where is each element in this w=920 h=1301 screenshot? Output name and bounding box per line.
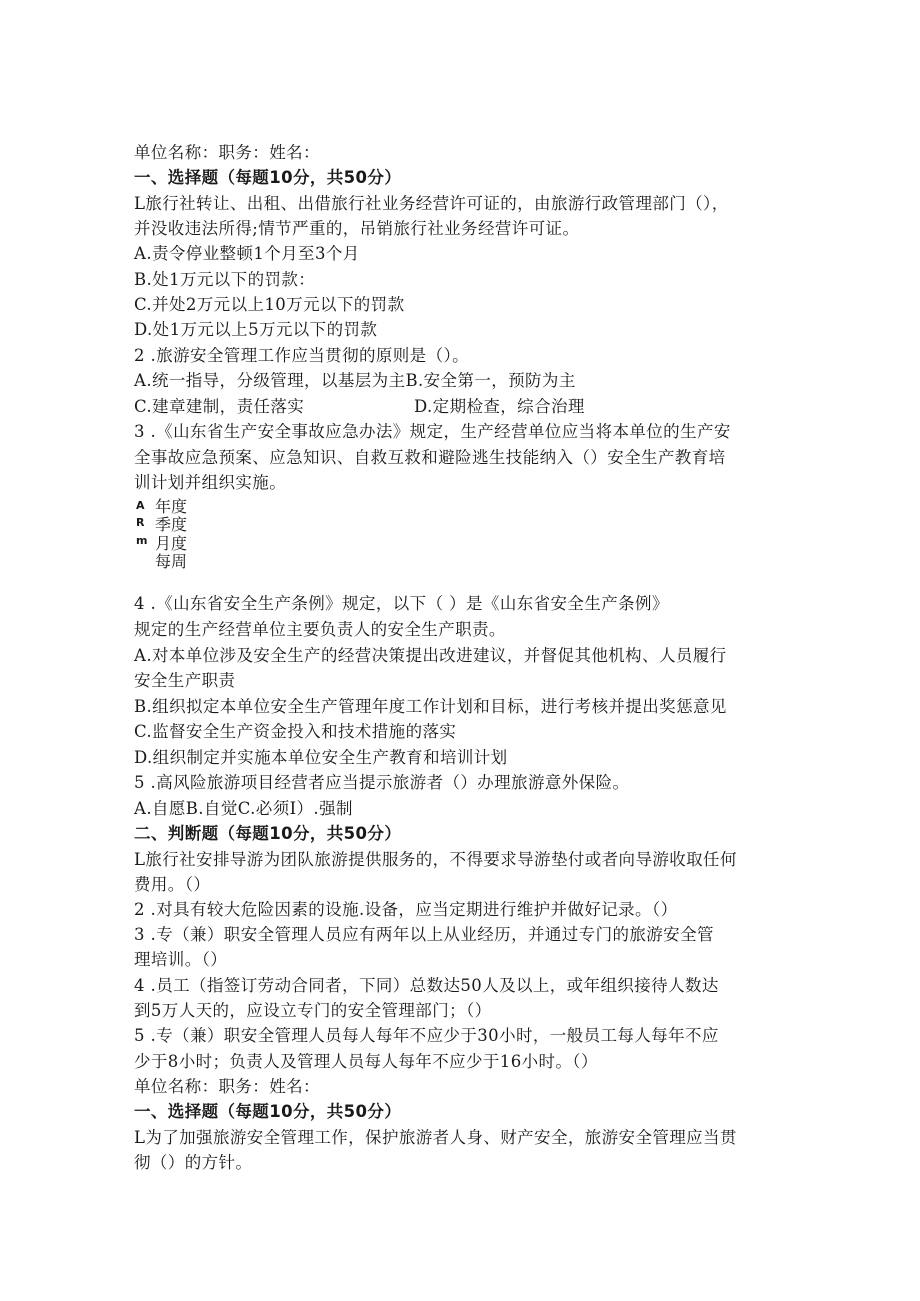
question-next-1-text: L为了加强旅游安全管理工作，保护旅游者人身、财产安全，旅游安全管理应当贯 (134, 1128, 737, 1147)
question-5-text: 5 .高风险旅游项目经营者应当提示旅游者（）办理旅游意外保险。 (134, 773, 630, 792)
header-info-2: 单位名称：职务：姓名： (134, 1077, 320, 1096)
question-4-text: 4 .《山东省安全生产条例》规定，以下（ ）是《山东省安全生产条例》 (134, 594, 669, 613)
option-mark-a: A (136, 499, 145, 512)
question-2-options-ab: A.统一指导，分级管理，以基层为主B.安全第一，预防为主 (134, 371, 576, 390)
question-1-text: L旅行社转让、出租、出借旅行社业务经营许可证的，由旅游行政管理部门（）， (134, 194, 729, 213)
judgement-3-text-cont: 理培训。（） (134, 950, 228, 969)
judgement-4-text: 4 .员工（指签订劳动合同者，下同）总数达50人及以上，或年组织接待人数达 (134, 976, 719, 995)
question-3-option-4: 每周 (155, 552, 188, 571)
judgement-5-text: 5 .专（兼）职安全管理人员每人每年不应少于30小时，一般员工每人每年不应 (134, 1026, 719, 1045)
question-1-option-a: A.责令停业整顿1个月至3个月 (134, 244, 360, 263)
question-3-text-cont: 全事故应急预案、应急知识、自救互救和避险逃生技能纳入（）安全生产教育培 (134, 448, 726, 467)
question-4-option-d: D.组织制定并实施本单位安全生产教育和培训计划 (134, 748, 508, 767)
question-5-options: A.自愿B.自觉C.必须I）.强制 (134, 799, 353, 818)
section-title-judgement: 二、判断题（每题10分，共50分） (134, 824, 402, 843)
question-2-text: 2 .旅游安全管理工作应当贯彻的原则是（）。 (134, 346, 470, 365)
header-info: 单位名称：职务：姓名： (134, 143, 320, 162)
judgement-1-text-cont: 费用。（） (134, 875, 211, 894)
judgement-3-text: 3 .专（兼）职安全管理人员应有两年以上从业经历，并通过专门的旅游安全管 (134, 925, 714, 944)
option-mark-m: m (136, 534, 148, 547)
question-2-option-c: C.建章建制，责任落实 (134, 397, 305, 416)
judgement-4-text-cont: 到5万人天的，应设立专门的安全管理部门；（） (134, 1001, 492, 1020)
question-4-option-b: B.组织拟定本单位安全生产管理年度工作计划和目标，进行考核并提出奖惩意见 (134, 697, 727, 716)
question-3-text: 3 .《山东省生产安全事故应急办法》规定，生产经营单位应当将本单位的生产安 (134, 422, 731, 441)
section-title-choice-2: 一、选择题（每题10分，共50分） (134, 1102, 402, 1121)
question-1-option-b: B.处1万元以下的罚款： (134, 270, 316, 289)
question-1-option-d: D.处1万元以上5万元以下的罚款 (134, 320, 378, 339)
question-1-text-cont: 并没收违法所得;情节严重的，吊销旅行社业务经营许可证。 (134, 219, 580, 238)
question-4-option-a-cont: 安全生产职责 (134, 671, 236, 690)
question-next-1-text-cont: 彻（）的方针。 (134, 1153, 253, 1172)
question-3-option-2: 季度 (155, 515, 188, 534)
question-3-option-3: 月度 (155, 534, 188, 553)
question-2-option-d: D.定期检查，综合治理 (414, 397, 585, 416)
judgement-1-text: L旅行社安排导游为团队旅游提供服务的，不得要求导游垫付或者向导游收取任何 (134, 850, 737, 869)
question-4-option-a: A.对本单位涉及安全生产的经营决策提出改进建议，并督促其他机构、人员履行 (134, 646, 727, 665)
section-title-choice: 一、选择题（每题10分，共50分） (134, 168, 402, 187)
question-2-options-cd (134, 397, 585, 417)
question-1-option-c: C.并处2万元以上10万元以下的罚款 (134, 295, 405, 314)
question-4-option-c: C.监督安全生产资金投入和技术措施的落实 (134, 722, 457, 741)
option-mark-r: R (136, 516, 145, 529)
judgement-5-text-cont: 少于8小时；负责人及管理人员每人每年不应少于16小时。（） (134, 1052, 598, 1071)
question-3-option-1: 年度 (155, 497, 188, 516)
question-3-text-end: 训计划并组织实施。 (134, 473, 287, 492)
judgement-2-text: 2 .对具有较大危险因素的设施.设备，应当定期进行维护并做好记录。（） (134, 900, 678, 919)
question-4-text-cont: 规定的生产经营单位主要负责人的安全生产职责。 (134, 620, 506, 639)
